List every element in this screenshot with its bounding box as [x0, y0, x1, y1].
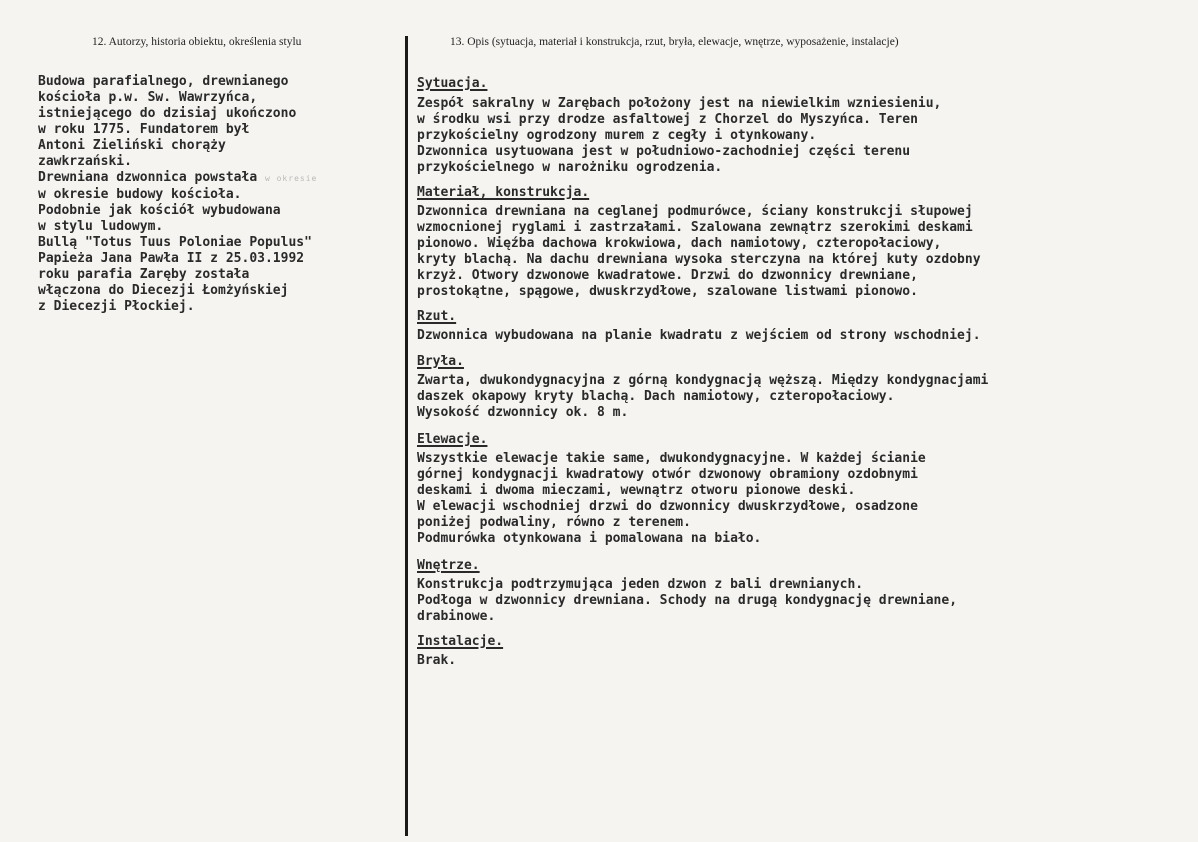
history-line: włączona do Diecezji Łomżyńskiej: [38, 283, 289, 298]
section-title: Instalacje.: [417, 634, 504, 649]
section-line: Zwarta, dwukondygnacyjna z górną kondygnacją węższą. Między kondygnacjami: [417, 373, 989, 388]
section-line: Dzwonnica usytuowana jest w południowo-zachodniej części terenu: [417, 144, 911, 159]
history-line: roku parafia Zaręby została: [38, 267, 250, 282]
description-block: [417, 74, 1187, 669]
history-line: Budowa parafialnego, drewnianego: [38, 74, 289, 89]
history-line: Antoni Zieliński chorąży: [38, 138, 226, 153]
section-line: Podmurówka otynkowana i pomalowana na biało.: [417, 531, 762, 546]
section-title: Sytuacja.: [417, 76, 488, 91]
section-line: krzyż. Otwory dzwonowe kwadratowe. Drzwi do dzwonnicy drewniane,: [417, 268, 918, 283]
history-line: [38, 170, 403, 187]
section-line: Konstrukcja podtrzymująca jeden dzwon z bali drewnianych.: [417, 577, 864, 592]
section-line: wzmocnionej ryglami i zastrzałami. Szalowana zewnątrz szerokimi deskami: [417, 220, 973, 235]
section-line: pionowo. Więźba dachowa krokwiowa, dach namiotowy, czteropołaciowy,: [417, 236, 942, 251]
history-line: zawkrzański.: [38, 154, 132, 169]
history-line: w okresie budowy kościoła.: [38, 187, 242, 202]
section-sytuacja: [417, 74, 1187, 176]
section-line: Brak.: [417, 653, 457, 668]
section-title: Wnętrze.: [417, 558, 480, 573]
section-line: poniżej podwaliny, równo z terenem.: [417, 515, 691, 530]
history-line: z Diecezji Płockiej.: [38, 299, 195, 314]
section-elewacje: [417, 430, 1187, 547]
section-line: prostokątne, spągowe, dwuskrzydłowe, szalowane listwami pionowo.: [417, 284, 918, 299]
section-rzut: [417, 307, 1187, 344]
section-line: Zespół sakralny w Zarębach położony jest na niewielkim wzniesieniu,: [417, 96, 942, 111]
section-title: Rzut.: [417, 309, 457, 324]
section-wnetrze: [417, 556, 1187, 625]
section-title: Elewacje.: [417, 432, 488, 447]
column-divider: [405, 36, 408, 836]
left-column-header: 12. Autorzy, historia obiektu, określenia stylu: [92, 36, 302, 48]
history-line: Papieża Jana Pawła II z 25.03.1992: [38, 251, 305, 266]
section-line: Dzwonnica wybudowana na planie kwadratu z wejściem od strony wschodniej.: [417, 328, 981, 343]
section-line: Podłoga w dzwonnicy drewniana. Schody na drugą kondygnację drewniane,: [417, 593, 958, 608]
section-line: przykościelny ogrodzony murem z cegły i otynkowany.: [417, 128, 817, 143]
section-title: Materiał, konstrukcja.: [417, 185, 590, 200]
history-text-block: [38, 74, 403, 315]
history-line: w stylu ludowym.: [38, 219, 164, 234]
history-line: Bullą "Totus Tuus Poloniae Populus": [38, 235, 312, 250]
section-line: Wysokość dzwonnicy ok. 8 m.: [417, 405, 629, 420]
history-line-text: Drewniana dzwonnica powstała: [38, 170, 258, 185]
section-instalacje: [417, 632, 1187, 669]
section-line: Dzwonnica drewniana na ceglanej podmurówce, ściany konstrukcji słupowej: [417, 204, 973, 219]
section-bryla: [417, 352, 1187, 421]
right-column-header: 13. Opis (sytuacja, materiał i konstrukcja, rzut, bryła, elewacje, wnętrze, wyposażenie, instalacje): [450, 36, 899, 48]
section-line: w środku wsi przy drodze asfaltowej z Chorzel do Myszyńca. Teren: [417, 112, 918, 127]
history-line: Podobnie jak kościół wybudowana: [38, 203, 281, 218]
section-line: kryty blachą. Na dachu drewniana wysoka sterczyna na której kuty ozdobny: [417, 252, 981, 267]
history-line: w roku 1775. Fundatorem był: [38, 122, 250, 137]
section-line: przykościelnego w narożniku ogrodzenia.: [417, 160, 723, 175]
history-line: istniejącego do dzisiaj ukończono: [38, 106, 297, 121]
section-line: Wszystkie elewacje takie same, dwukondygnacyjne. W każdej ścianie: [417, 451, 926, 466]
section-line: drabinowe.: [417, 609, 496, 624]
section-line: daszek okapowy kryty blachą. Dach namiotowy, czteropołaciowy.: [417, 389, 895, 404]
section-material-konstrukcja: [417, 183, 1187, 300]
section-line: W elewacji wschodniej drzwi do dzwonnicy dwuskrzydłowe, osadzone: [417, 499, 918, 514]
history-line: kościoła p.w. Sw. Wawrzyńca,: [38, 90, 258, 105]
section-title: Bryła.: [417, 354, 464, 369]
section-line: górnej kondygnacji kwadratowy otwór dzwonowy obramiony ozdobnymi: [417, 467, 918, 482]
section-line: deskami i dwoma mieczami, wewnątrz otworu pionowe deski.: [417, 483, 856, 498]
faint-overstrike-text: w okresie: [264, 174, 318, 183]
